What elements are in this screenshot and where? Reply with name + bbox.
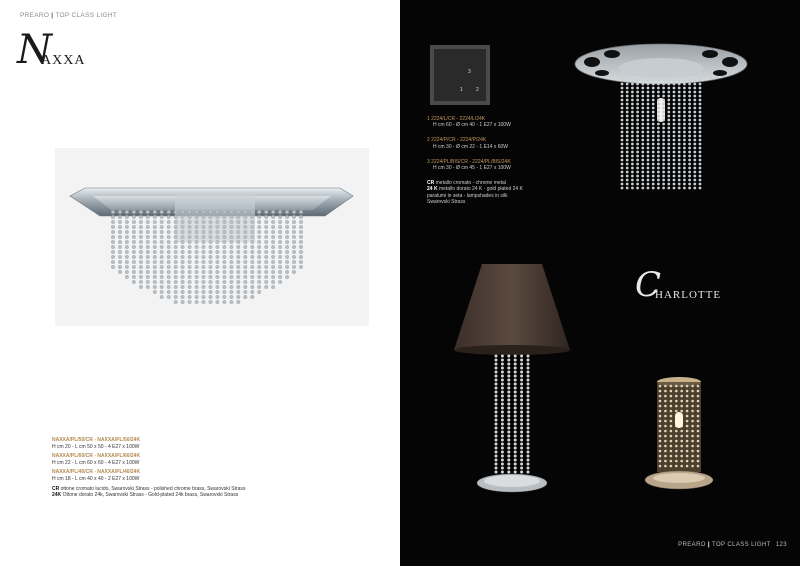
spec-code: 2 2224/P/CR - 2224/P/24K (427, 137, 487, 144)
spec-dims: H cm 60 - Ø cm 40 - 1 E27 x 100W (433, 122, 511, 129)
brand-header (20, 12, 117, 19)
charlotte-ceiling-drawing (572, 38, 750, 208)
spec-dims: H cm 20 - L cm 50 x 50 - 4 E27 x 100W (52, 443, 140, 450)
page-footer (678, 542, 787, 548)
brand-tagline: TOP CLASS LIGHT (55, 12, 118, 19)
finish-cr-text: metallo cromato - chrome metal (435, 180, 506, 187)
title-initial: N (17, 27, 52, 73)
brand-name: PREARO (20, 12, 50, 19)
spec-code: NAXXA/PL/50/CR - NAXXA/PL/50/24K (52, 437, 141, 443)
spec-dims: H cm 22 - L cm 60 x 60 - 4 E27 x 100W (52, 459, 140, 466)
product-title-charlotte (635, 265, 722, 305)
product-title-naxxa (17, 27, 86, 73)
finish-24k-label: 24K (52, 492, 62, 499)
naxxa-ceiling-lamp-photo (55, 148, 369, 326)
finish-24k (52, 492, 352, 499)
finish-shades: paralumi in seta - lampshades in silk (427, 192, 508, 199)
spec-code: NAXXA/PL/40/CR - NAXXA/PL/40/24K (52, 469, 141, 476)
charlotte-small-drawing (644, 372, 714, 497)
finish-cr-text: ottone cromato lucido, Swarovski Strass - polished chrome brass, Swarovski Strass (60, 485, 246, 492)
footer-brand: PREARO (678, 542, 706, 548)
spec-code: NAXXA/PL/60/CR - NAXXA/PL/60/24K (52, 453, 141, 460)
spec-code: 3 2224/PL/BIS/CR - 2224/PL/BIS/24K (427, 158, 511, 165)
numbering-key-box (430, 45, 490, 105)
page-number: 123 (775, 542, 787, 548)
spec-dims: H cm 30 - Ø cm 22 - 1 E14 x 60W (433, 143, 509, 150)
finish-24k-text: Ottone dorato 24k, Swarovski Strass - Gold-plated 24k brass, Swarovski Strass (62, 492, 239, 499)
naxxa-lamp-drawing (55, 148, 369, 326)
finish-cr (52, 486, 352, 493)
finish-crystals: Swarovski Strass (427, 198, 466, 205)
finish-cr-label: CR (427, 180, 435, 187)
spec-dims: H cm 30 - Ø cm 45 - 1 E27 x 100W (433, 165, 511, 172)
finish-cr-label: CR (52, 485, 60, 492)
right-page (400, 0, 800, 566)
charlotte-ceiling-lamp-photo (572, 38, 750, 208)
naxxa-specifications (52, 437, 352, 499)
spec-dims: H cm 18 - L cm 40 x 40 - 2 E27 x 100W (52, 475, 140, 482)
finish-24k-text: metallo dorato 24 K - gold plated 24 K (438, 186, 523, 193)
charlotte-table-drawing (452, 258, 572, 498)
brand-separator: | (51, 12, 54, 19)
charlotte-small-lamp-photo (644, 372, 714, 497)
charlotte-specifications (427, 116, 577, 205)
charlotte-table-lamp-photo (452, 258, 572, 498)
key-number: 2 (476, 87, 479, 93)
finish-24k-label: 24 K (427, 186, 438, 193)
key-number: 1 (460, 87, 463, 93)
title-rest: HARLOTTE (655, 289, 722, 301)
spec-code: 1 2224/L/CR - 2224/L/24K (427, 116, 486, 122)
title-rest: AXXA (41, 53, 86, 68)
title-initial: C (635, 265, 662, 305)
footer-separator: | (707, 542, 710, 548)
footer-tagline: TOP CLASS LIGHT (711, 542, 771, 548)
key-number: 3 (468, 69, 471, 75)
